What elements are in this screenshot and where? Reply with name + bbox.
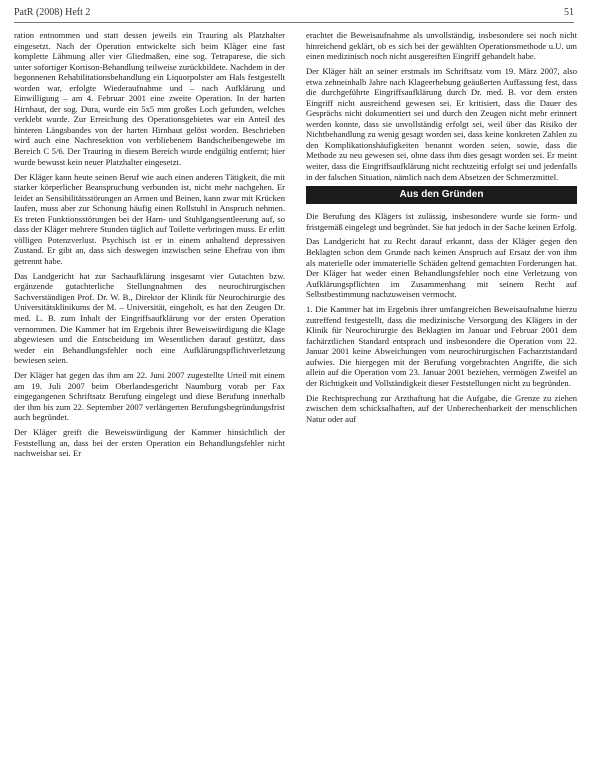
- paragraph: Die Berufung des Klägers ist zulässig, insbesondere wurde sie form- und fristgemäß eingelegt und begründet. Sie hat jedoch in der Sache keinen Erfolg.: [306, 210, 577, 232]
- paragraph: Das Landgericht hat zur Sachaufklärung insgesamt vier Gutachten bzw. ergänzende gutachterliche Stellungnahmen des neurochirurgischen Sachverständigen Prof. Dr. W. B., Direktor der Klinik für Neurochirurgie des Universitätsklinikums der M. – Universität, eingeholt, es hat den Zeugen Dr. med. L. B. zum Inhalt der Eingriffsaufklärung vor der ersten Operation vernommen. Die Kammer hat im Ergebnis ihrer Beweiswürdigung die Klage abgewiesen und die Entscheidung im Wesentlichen darauf gestützt, dass weder ein Behandlungsfehler noch eine Aufklärungspflichtverletzung bewiesen seien.: [14, 270, 285, 366]
- paragraph: Die Rechtsprechung zur Arzthaftung hat die Aufgabe, die Grenze zu ziehen zwischen dem schicksalhaften, auf der Unberechenbarkeit der menschlichen Natur oder auf: [306, 392, 577, 424]
- journal-reference: PatR (2008) Heft 2: [14, 7, 91, 18]
- left-column: [14, 30, 285, 754]
- page-number: 51: [564, 7, 574, 18]
- paragraph: Das Landgericht hat zu Recht darauf erkannt, dass der Kläger gegen den Beklagten schon dem Grunde nach keinen Anspruch auf Ersatz der von ihm als materielle oder immaterielle Schäden geltend gemachten Forderungen hat. Der Kläger hat weder einen Behandlungsfehler noch eine Verletzung von Aufklärungspflichten im Zusammenhang mit seinem Recht auf Selbstbestimmung nachzuweisen vermocht.: [306, 236, 577, 300]
- paragraph: Der Kläger kann heute seinen Beruf wie auch einen anderen Tätigkeit, die mit starker körperlicher Beanspruchung verbunden ist, nicht mehr nachgehen. Er leidet an Sensibilitätsstörungen an Armen und Beinen, kann zwar mit Krücken laufen, muss aber zur Schonung häufig einen Rollstuhl in Anspruch nehmen. Es treten Funktionsstörungen bei der Harn- und Stuhlgangsentleerung auf, so dass der Kläger mehrere Stunden täglich auf Toilette verbringen muss. Er erlitt völligen Potenzverlust. Psychisch ist er in einem anhaltend depressiven Zustand. Er gibt an, dass sich deswegen inzwischen seine Ehefrau von ihm getrennt habe.: [14, 171, 285, 266]
- page-header: [14, 6, 574, 23]
- paragraph: Der Kläger hält an seiner erstmals im Schriftsatz vom 19. März 2007, also etwa zehneinhalb Jahre nach Klageerhebung geäußerten Auffassung fest, dass die durchgeführte Eingriffsaufklärung durch Dr. med. B. vor dem ersten Eingriff nicht ausreichend gewesen sei. Er kritisiert, dass die Dauer des Gesprächs nicht dokumentiert sei und durch den Zeugen nicht mehr erinnert werden konnte, dass sie unvollständig erfolgt sei, weil über das Risiko der Nichtbehandlung zu wenig gesagt worden sei, dass keine konkreten Zahlen zu den Komplikationshäufigkeiten benannt worden seien, sowie, dass die Methode zu neu gewesen sei, ohne dass ihm dies gesagt worden sei. Er meint weiter, dass die Eingriffsaufklärung nicht rechtzeitig erfolgt sei und jedenfalls in der falschen Situation, nämlich nach dem Absetzen der Schmerzmittel.: [306, 66, 577, 182]
- paragraph: Der Kläger greift die Beweiswürdigung der Kammer hinsichtlich der Feststellung an, dass bei der ersten Operation ein Behandlungsfehler nicht nachweisbar sei. Er: [14, 427, 285, 459]
- paragraph: 1. Die Kammer hat im Ergebnis ihrer umfangreichen Beweisaufnahme hierzu zutreffend festgestellt, dass die medizinische Versorgung des Klägers in der Klinik für Neurochirurgie des Beklagten im Januar und Februar 2001 dem fachärztlichen Standard entsprach und insbesondere die Operation vom 22. Januar 2001 keine Abweichungen vom neurochirurgischen Facharztstandard aufwies. Die hiergegen mit der Berufung vorgebrachten Angriffe, die sich allein auf die Operation vom 23. Januar 2001 beziehen, vermögen Zweifel an der Richtigkeit und Vollständigkeit dieser Feststellungen nicht zu begründen.: [306, 304, 577, 388]
- paragraph: ration entnommen und statt dessen jeweils ein Trauring als Platzhalter eingesetzt. Nach der Operation entwickelte sich beim Kläger eine fast komplette Lähmung aller vier Gliedmaßen, eine sog. Tetraparese, die sich unter sofortiger Kortison-Behandlung teilweise zurückbildete. Nachdem in der begonnenen Rehabilitationsbehandlung ein Liquorpolster am Hals festgestellt worden war, erfolgte Wiederaufnahme und – nach Aufklärung und Einwilligung – am 4. Februar 2001 eine zweite Operation. In der harten Hirnhaut, der sog. Dura, wurde ein 5x5 mm großes Loch gefunden, welches verklebt wurde. Zur Erreichung des Operationsgebietes war ein Anteil des hinteren Längsbandes von der harten Hirnhaut gelöst worden. Beschrieben wird auch eine Nachresektion von verbliebenem Bandscheibengewebe im Bereich C 5/6. Der Trauring in diesem Bereich wurde endgültig entfernt; hier wurde bewusst kein neuer Platzhalter eingesetzt.: [14, 30, 285, 167]
- paragraph: erachtet die Beweisaufnahme als unvollständig, insbesondere sei noch nicht hinreichend geklärt, ob es sich bei der gewählten Operationsmethode u.U. um einen medizinisch noch nicht ausgereiften Eingriff gehandelt habe.: [306, 30, 577, 62]
- paragraph: Der Kläger hat gegen das ihm am 22. Juni 2007 zugestellte Urteil mit einem am 19. Juli 2007 beim Oberlandesgericht Naumburg vorab per Fax eingegangenen Schriftsatz Berufung eingelegt und diese Berufung innerhalb der ihm bis zum 22. September 2007 verlängerten Berufungsbegründungsfrist auch begründet.: [14, 370, 285, 423]
- section-heading: Aus den Gründen: [306, 186, 577, 204]
- right-column: [306, 30, 577, 754]
